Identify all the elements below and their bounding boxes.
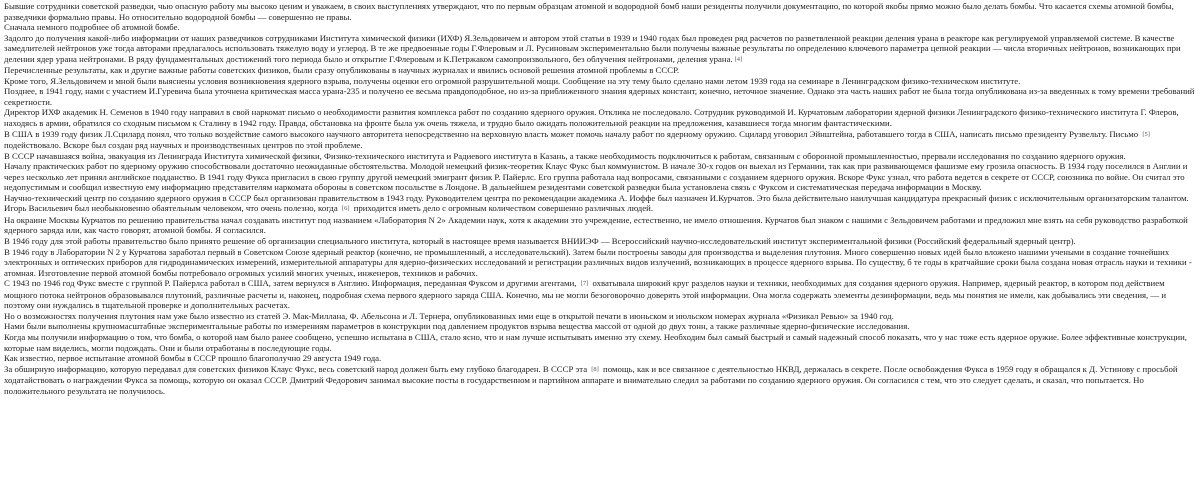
paragraph-text: Бывшие сотрудники советской разведки, чью опасную работу мы высоко ценим и уважаем, в своих выступлениях утверждают, что по первым образцам атомной и водородной бомб наши резиденты получили документацию, по которой якобы прямо можно было делать бомбы. Что касается схемы атомной бомбы, разведчики формально правы. Но относительно водородной бомбы — совершенно не правы. [4, 1, 1174, 22]
paragraph [4, 22, 1196, 33]
paragraph-text: За обширную информацию, которую передавал для советских физиков Клаус Фукс, весь советский народ должен быть ему глубоко благодарен. В СССР эта [4, 363, 590, 374]
paragraph-text: Позднее, в 1941 году, нами с участием И.Гуревича была уточнена критическая масса урана-235 и получено ее весьма правдоподобное, но из-за приближенного знания ядерных констант, конечно, неточное значение. Однако эта часть наших работ не была тогда опубликована из-за введенных к тому времени требований секретности. [4, 86, 1195, 107]
paragraph-text: подействовало. Вскоре был создан ряд научных и производственных центров по этой проблеме. [4, 140, 363, 151]
paragraph-text: Кроме того, Я.Зельдовичем и мной были выяснены условия возникновения ядерного взрыва, получены оценки его огромной разрушительной мощи. Сообщение на эту тему было сделано нами летом 1939 года на семинаре в Ленинградском физико-техническом институте. [4, 75, 1021, 86]
paragraph [4, 86, 1196, 107]
footnote-marker[interactable]: [4] [734, 55, 743, 63]
paragraph-text: охватывала широкий круг разделов науки и техники, необходимых для создания ядерного оружия. Например, ядерный реактор, в котором под действием мощного потока нейтронов образовывался плутоний, различные расчеты и, наконец, подробная схема первого ядерного заряда США. Конечно, мы не могли безоговорочно доверять этой информации. Она могла содержать элементы дезинформации, ведь мы понятия не имели, как добывались эти сведения, — и поэтому они нуждались в тщательной проверке и дополнительных расчетах. [4, 278, 1167, 311]
paragraph [4, 353, 1196, 364]
paragraph-text: Сначала немного подробнее об атомной бомбе. [4, 22, 180, 33]
paragraph-text: Началу практических работ по ядерному оружию способствовали достаточно неожиданные обстоятельства. Молодой немецкий физик-теоретик Клаус Фукс был коммунистом. В начале 30-х годов он выехал из Германии, так как при развивающемся фашизме ему грозила опасность. В 1934 году поселился в Англии и через несколько лет принял английское подданство. В 1941 году Фукса пригласил в свою группу другой немецкий эмигрант физик Р. Пайерлс. Его группа работала над вопросами, связанными с созданием ядерного оружия. Вскоре Фукс узнал, что работа ведется в секрете от СССР, союзника по войне. Он считал это недопустимым и сообщил известную ему информацию представителям наркомата обороны в советском посольстве в Лондоне. В дальнейшем резидентами советской разведки была установлена связь с Фуксом и систематическая передача информации в Москву. [4, 161, 1188, 193]
paragraph-text: В США в 1939 году физик Л.Сцилард понял, что только воздействие самого высокого научного авторитета непосредственно на верховную власть может помочь началу работ по ядерному оружию. Сцилард уговорил Эйнштейна, работавшего тогда в США, написать письмо президенту Рузвельту. Письмо [4, 128, 1141, 139]
footnote-marker[interactable]: [6] [341, 205, 350, 213]
paragraph [4, 1, 1196, 22]
footnote-marker[interactable]: [7] [580, 280, 589, 288]
paragraph-text: Научно-технический центр по созданию ядерного оружия в СССР был организован правительством в 1943 году. Руководителем центра по рекомендации академика А. Иоффе был назначен И.Курчатов. Это была действительно наилучшая кандидатура прекрасный физик с исключительным организаторским талантом. Игорь Васильевич был необыкновенно обаятельным человеком, что очень полезно, когда [4, 192, 1189, 214]
paragraph-text: Задолго до получения какой-либо информации от наших разведчиков сотрудниками Института химической физики (ИХФ) Я.Зельдовичем и автором этой статьи в 1939 и 1940 годах был проведен ряд расчетов по разветвленной реакции деления урана в реакторе как регулируемой управляемой системе. В качестве замедлителей нейтронов уже тогда авторами предлагалось использовать тяжелую воду и углерод. В те же предвоенные годы Г.Флеровым и Л. Русиновым экспериментально были получены важные результаты по определению ключевого параметра цепной реакции — числа вторичных нейтронов, возникающих при делении ядер урана нейтронами. В ряду фундаментальных достижений того периода было и открытие Г.Флеровым и К.Петржаком самопроизвольного, без облучения нейтронами, деления урана. [4, 32, 1181, 64]
paragraph-text: В 1946 году для этой работы правительство было принято решение об организации специального института, который в настоящее время называется ВНИИЭФ — Всероссийский научно-исследовательский институт экспериментальной физики (Российский федеральный ядерный центр). [4, 236, 1076, 247]
paragraph [4, 161, 1196, 193]
paragraph-text: Нами были выполнены крупномасштабные экспериментальные работы по измерениям параметров в конструкции под давлением продуктов взрыва вещества массой от одной до двух тонн, а также различные ядерно-физические исследования. [4, 321, 910, 332]
paragraph [4, 311, 1196, 322]
footnote-marker[interactable]: [8] [591, 365, 599, 373]
paragraph [4, 278, 1196, 311]
paragraph [4, 33, 1196, 66]
paragraph [4, 236, 1196, 247]
paragraph [4, 129, 1196, 151]
paragraph [4, 215, 1196, 236]
paragraph-text: Как известно, первое испытание атомной бомбы в СССР прошло благополучно 29 августа 1949 года. [4, 353, 382, 364]
paragraph [4, 321, 1196, 332]
paragraph-text: помощь, как и все связанное с деятельностью НКВД, держалась в секрете. После освобождения Фукса в 1959 году я обращался к Д. Устинову с просьбой ходатайствовать о награждении Фукса за помощь, которую он оказал СССР. Дмитрий Федорович занимал высокие посты в государственном и партийном аппарате и внимательно следил за работами по созданию ядерного оружия. Он согласился с тем, что это следует сделать, и сказал, что попытается. Но положительного результата не получилось. [4, 363, 1178, 396]
paragraph-text: Когда мы получили информацию о том, что бомба, о которой нам было ранее сообщено, успешно испытана в США, стало ясно, что и нам лучше испытывать именно эту схему. Необходим был самый быстрый и самый надежный способ показать, что у нас тоже есть ядерное оружие. Более эффективные конструкции, которые нам виделись, могли подождать. Они и были отработаны в последующие годы. [4, 331, 1187, 353]
paragraph [4, 247, 1196, 279]
paragraph [4, 76, 1196, 87]
paragraph-text: приходится иметь дело с огромным количеством совершенно различных людей. [351, 203, 654, 214]
paragraph [4, 193, 1196, 215]
paragraph [4, 332, 1196, 353]
paragraph-text: С 1943 по 1946 год Фукс вместе с группой Р. Пайерлса работал в США, затем вернулся в Англию. Информация, переданная Фуксом и другими агентами, [4, 278, 579, 289]
paragraph [4, 364, 1196, 397]
paragraph-text: На окраине Москвы Курчатов по решению правительства начал создавать институт под названием «Лаборатория N 2» Академии наук, хотя к академии это учреждение, естественно, не имело отношения. Курчатов был знаком с нашими с Зельдовичем работами и предложил мне взять на себя руководство разработкой ядерного заряда или, как часто говорят, атомной бомбы. Я согласился. [4, 214, 1188, 236]
paragraph [4, 151, 1196, 162]
paragraph [4, 65, 1196, 76]
paragraph-text: В 1946 году в Лаборатории N 2 у Курчатова заработал первый в Советском Союзе ядерный реактор (конечно, не промышленный, а исследовательский). Затем были построены заводы для производства и выделения плутония. Много совершенно новых идей было вложено нашими учеными в создание точнейших электронных и оптических приборов для гидродинамических измерений, измерительной аппаратуры для ядерно-физических исследований и регистрации различных видов излучений, возникающих в процессе ядерного взрыва. По существу, б те годы в кратчайшие сроки была создана новая отрасль науки и техники - атомная. Изготовление первой атомной бомбы потребовало огромных усилий многих ученых, инженеров, техников и рабочих. [4, 246, 1192, 278]
paragraph-text: Но о возможностях получения плутония нам уже было известно из статей Э. Мак-Миллана, Ф. Абельсона и Л. Тернера, опубликованных ими еще в открытой печати в июньском и июльском номерах журнала «Физикал Ревью» за 1940 год. [4, 310, 894, 321]
paragraph-text: Перечисленные результаты, как и другие важные работы советских физиков, были сразу опубликованы в научных журналах и явились основой решения атомной проблемы в СССР. [4, 65, 680, 76]
footnote-marker[interactable]: [5] [1142, 130, 1150, 138]
paragraph-text: Директор ИХФ академик Н. Семенов в 1940 году направил в свой наркомат письмо о необходимости развития комплекса работ по созданию ядерного оружия. Отклика не последовало. Сотрудник руководимой И. Курчатовым лаборатории ядерной физики Ленинградского физико-технического института Г. Флеров, находясь в армии, обратился со сходным письмом к Сталину в 1942 году. Правда, обстановка на фронте была уж очень тяжела, и трудно было ожидать положительной реакции на предложения, казавшиеся тогда многим фантастическими. [4, 107, 1179, 129]
paragraph [4, 107, 1196, 128]
paragraph-text: В СССР начавшаяся война, эвакуация из Ленинграда Института химической физики, Физико-технического института и Радиевого института в Казань, а также необходимость подключиться к работам, связанным с оборонной промышленностью, прервали исследования по созданию ядерного оружия. [4, 150, 1126, 161]
